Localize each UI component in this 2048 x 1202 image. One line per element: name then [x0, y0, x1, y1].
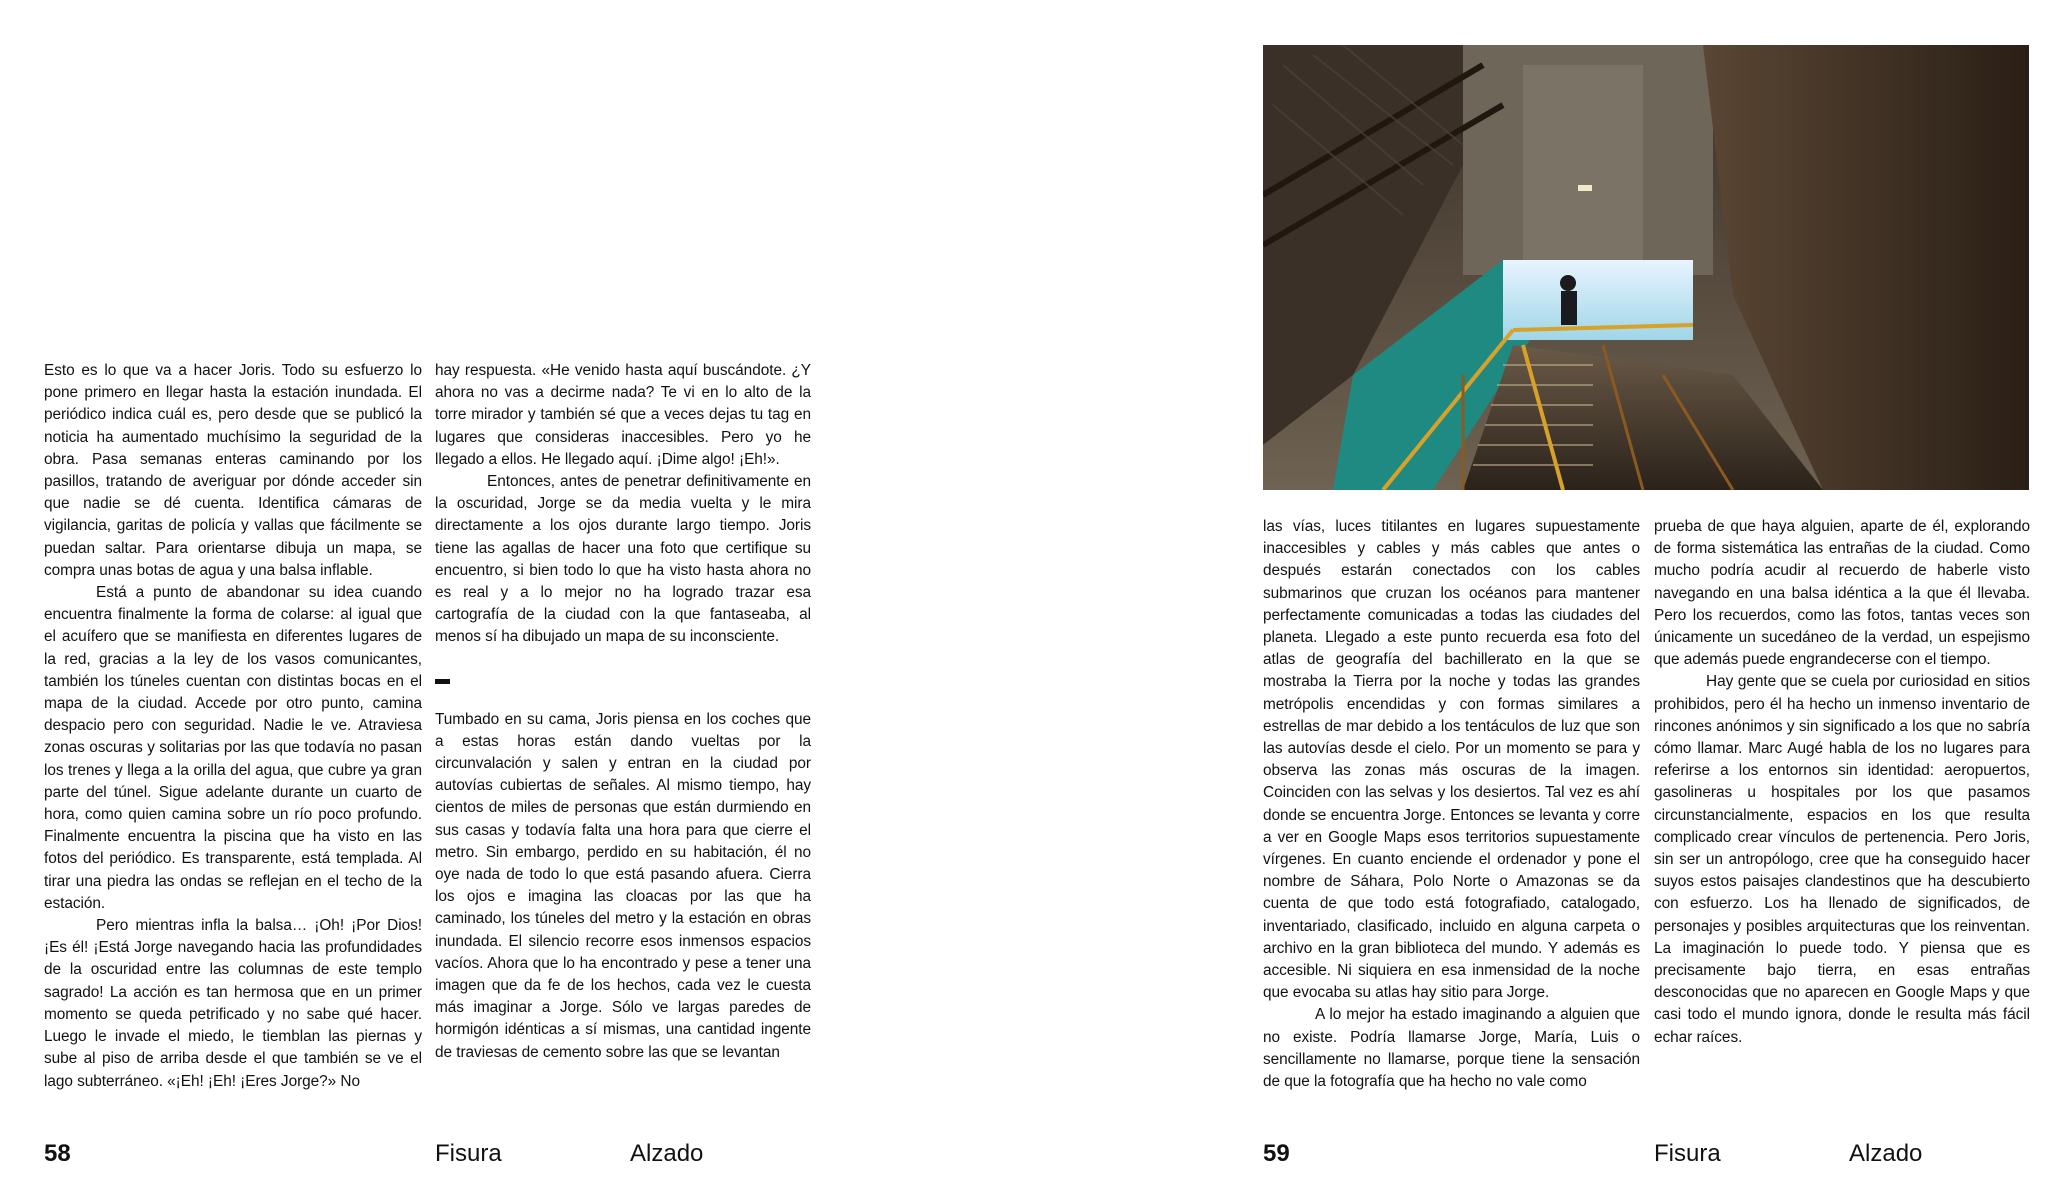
left-column-2 [435, 360, 811, 1064]
paragraph: las vías, luces titilantes en lugares supuestamente inaccesibles y cables y más cables que antes o después estarán conectados con los cables submarinos que cruzan los océanos para mantener perfectamente comunicadas a todas las ciudades del planeta. Llegado a este punto recuerda esa foto del atlas de geografía del bachillerato en la que se mostraba la Tierra por la noche y todas las grandes metrópolis encendidas y con formas similares a estrellas de mar debido a los tentáculos de luz que son las autovías desde el cielo. Por un momento se para y observa las zonas más oscuras de la imagen. Coinciden con las selvas y los desiertos. Tal vez es ahí donde se encuentra Jorge. Entonces se levanta y corre a ver en Google Maps esos territorios supuestamente vírgenes. En cuanto enciende el ordenador y pone el nombre de Sáhara, Polo Norte o Amazonas se da cuenta de que todo está fotografiado, catalogado, inventariado, clasificado, incluido en alguna carpeta o archivo en la gran biblioteca del mundo. Y además es accesible. Ni siquiera en esa inmensidad de la noche que evocaba su atlas hay sitio para Jorge. [1263, 518, 1640, 1002]
paragraph: Está a punto de abandonar su idea cuando encuentra finalmente la forma de colarse: al igual que el acuífero que se manifiesta en diferentes lugares de la red, gracias a la ley de los vasos comunicantes, también los túneles cuentan con distintas bocas en el mapa de la ciudad. Accede por otro punto, camina despacio pero con seguridad. Nadie le ve. Atraviesa zonas oscuras y solitarias por las que todavía no pasan los trenes y llega a la orilla del agua, que cubre ya gran parte del túnel. Sigue adelante durante un cuarto de hora, como quien camina sobre un río poco profundo. Finalmente encuentra la piscina que ha visto en las fotos del periódico. Es transparente, está templada. Al tirar una piedra las ondas se reflejan en el techo de la estación. [44, 584, 422, 912]
subsection-label: Alzado [630, 1140, 704, 1167]
paragraph: A lo mejor ha estado imaginando a alguien que no existe. Podría llamarse Jorge, María, Luis o sencillamente no llamarse, porque tiene la sensación de que la fotografía que ha hecho no vale como [1263, 1006, 1640, 1091]
section-break-dash [435, 679, 450, 684]
paragraph: Pero mientras infla la balsa… ¡Oh! ¡Por Dios! ¡Es él! ¡Está Jorge navegando hacia las profundidades de la oscuridad entre las columnas de este templo sagrado! La acción es tan hermosa que en un primer momento se queda petrificado y no sabe qué hacer. Luego le invade el miedo, le tiemblan las piernas y sube al piso de arriba desde el que también se ve el lago subterráneo. «¡Eh! ¡Eh! ¡Eres Jorge?» No [44, 917, 422, 1090]
paragraph: Esto es lo que va a hacer Joris. Todo su esfuerzo lo pone primero en llegar hasta la estación inundada. El periódico indica cuál es, pero desde que se publicó la noticia ha aumentado muchísimo la seguridad de la obra. Pasa semanas enteras caminando por los pasillos, tratando de averiguar por dónde acceder sin que nadie se dé cuenta. Identifica cámaras de vigilancia, garitas de policía y vallas que fácilmente se puedan saltar. Para orientarse dibuja un mapa, se compra unas botas de agua y una balsa inflable. [44, 362, 422, 579]
section-label: Fisura [1654, 1140, 1721, 1167]
page-number: 58 [44, 1140, 71, 1167]
page-number: 59 [1263, 1140, 1290, 1167]
paragraph: Entonces, antes de penetrar definitivamente en la oscuridad, Jorge se da media vuelta y le mira directamente a los ojos durante largo tiempo. Joris tiene las agallas de hacer una foto que certifique su encuentro, si bien todo lo que ha visto hasta ahora no es real y a lo mejor no ha logrado trazar esa cartografía de la ciudad con la que fantaseaba, al menos sí ha dibujado un mapa de su inconsciente. [435, 473, 811, 646]
section-label: Fisura [435, 1140, 502, 1167]
paragraph: hay respuesta. «He venido hasta aquí buscándote. ¿Y ahora no vas a decirme nada? Te vi en lo alto de la torre mirador y también sé que a veces dejas tu tag en lugares que consideras inaccesibles. Pero yo he llegado a ellos. He llegado aquí. ¡Dime algo! ¡Eh!». [435, 362, 811, 468]
paragraph: Hay gente que se cuela por curiosidad en sitios prohibidos, pero él ha hecho un inmenso inventario de rincones anónimos y sin significado a los que no sabría cómo llamar. Marc Augé habla de los no lugares para referirse a los entornos sin identidad: aeropuertos, gasolineras u hospitales por los que pasamos circunstancialmente, espacios en los que resulta complicado crear vínculos de pertenencia. Pero Joris, sin ser un antropólogo, cree que ha conseguido hacer suyos estos paisajes clandestinos que ha descubierto con esfuerzo. Los ha llenado de significados, de personajes y posibles arquitecturas que los reinventan. La imaginación lo puede todo. Y piensa que es precisamente bajo tierra, en esas entrañas desconocidas que no aparecen en Google Maps y que casi todo el mundo ignora, donde le resulta más fácil echar raíces. [1654, 673, 2030, 1046]
right-page [1024, 0, 2048, 1202]
right-column-2 [1654, 516, 2030, 1049]
left-column-1 [44, 360, 422, 1093]
subsection-label: Alzado [1849, 1140, 1923, 1167]
right-column-1 [1263, 516, 1640, 1093]
section-break [435, 649, 811, 709]
paragraph: prueba de que haya alguien, aparte de él, explorando de forma sistemática las entrañas de la ciudad. Como mucho podría acudir al recuerdo de haberle visto navegando en una balsa idéntica a la que él llevaba. Pero los recuerdos, como las fotos, tantas veces son únicamente un sucedáneo de la verdad, un espejismo que además puede engrandecerse con el tiempo. [1654, 518, 2030, 669]
paragraph: Tumbado en su cama, Joris piensa en los coches que a estas horas están dando vueltas por la circunvalación y salen y entran en la ciudad por autovías cubiertas de señales. Al mismo tiempo, hay cientos de miles de personas que están durmiendo en sus casas y todavía falta una hora para que cierre el metro. Sin embargo, perdido en su habitación, él no oye nada de todo lo que está pasando afuera. Cierra los ojos e imagina las cloacas por las que ha caminado, los túneles del metro y la estación en obras inundada. El silencio recorre esos inmensos espacios vacíos. Ahora que lo ha encontrado y pese a tener una imagen que da fe de los hechos, cada vez le cuesta más imaginar a Jorge. Sólo ve largas paredes de hormigón idénticas a sí mismas, una cantidad ingente de traviesas de cemento sobre las que se levantan [435, 710, 811, 1061]
